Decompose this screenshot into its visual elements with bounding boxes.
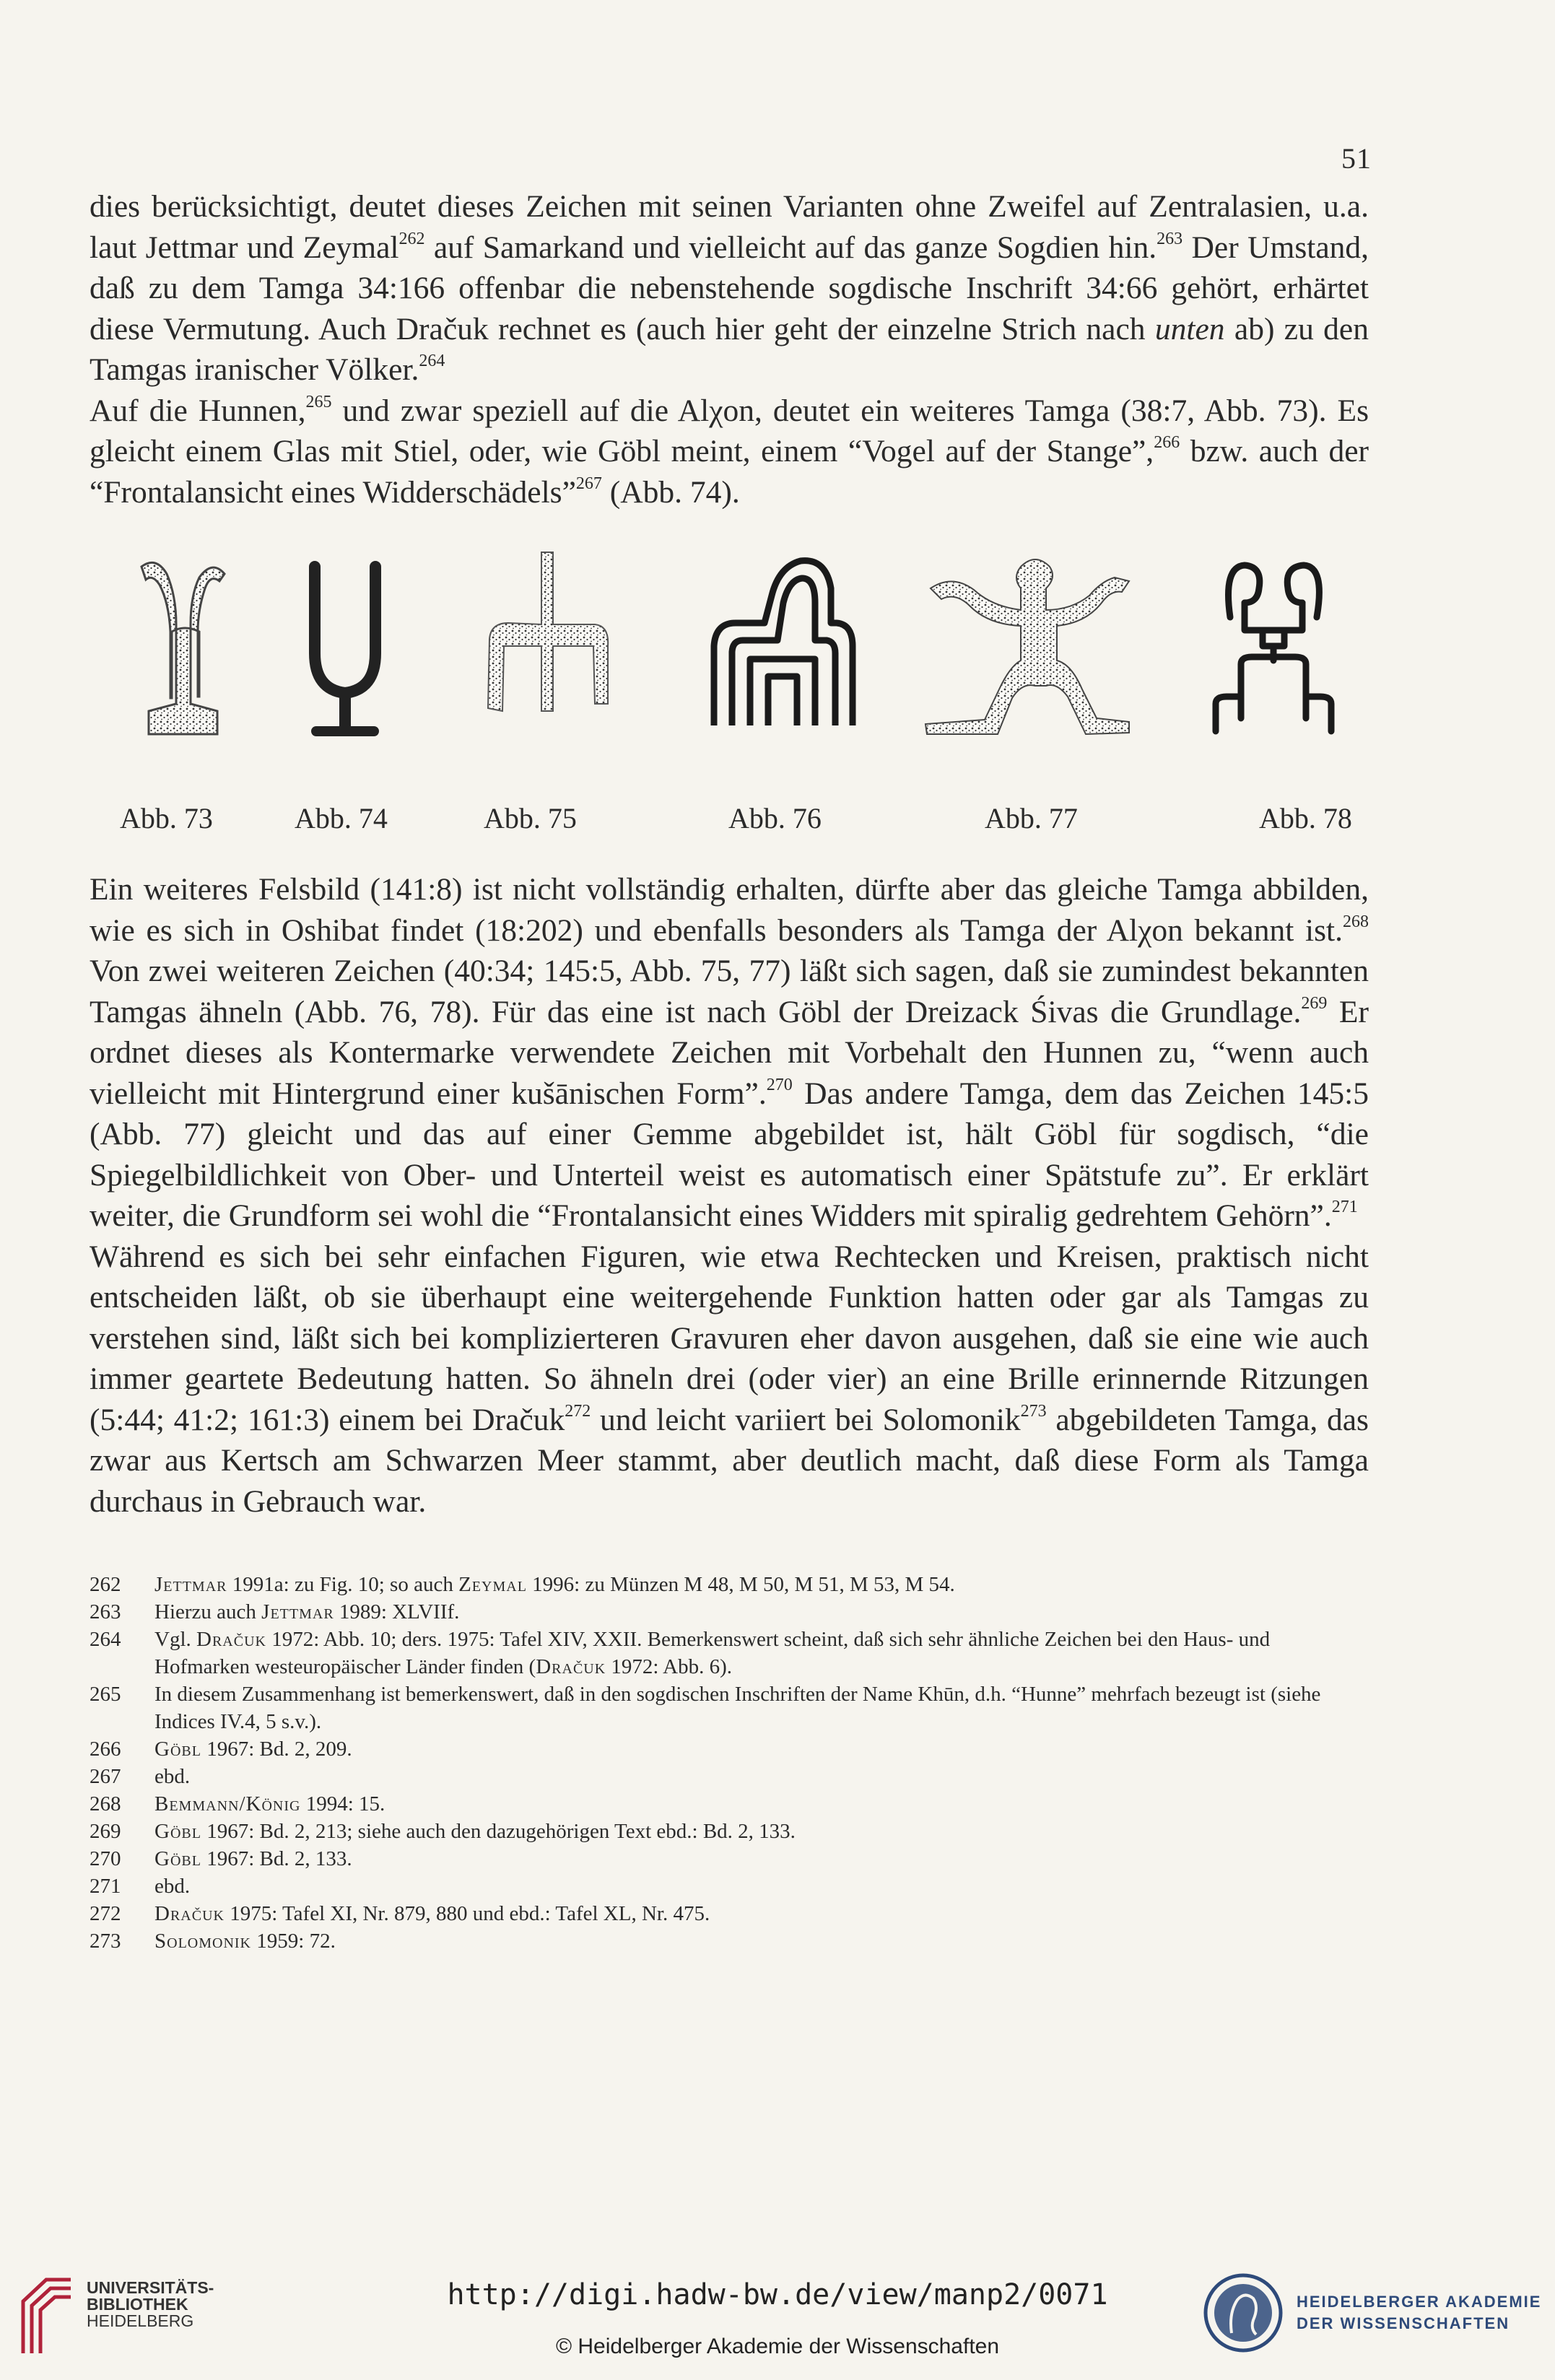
page-number: 51 [1341,142,1372,175]
footnote-number: 270 [90,1847,121,1870]
figure-caption: Abb. 76 [728,802,822,834]
footnote: 272 Dračuk 1975: Tafel XI, Nr. 879, 880 und ebd.: Tafel XL, Nr. 475. [90,1900,1369,1927]
footnote-number: 264 [90,1628,121,1651]
lower-text [90,869,1369,1522]
footnote-number: 272 [90,1902,121,1925]
footnote-ref[interactable]: 270 [766,1075,793,1094]
copyright-notice: © Heidelberger Akademie der Wissenschaften [555,2335,1000,2358]
footnote-ref[interactable]: 263 [1157,229,1183,248]
figure-75 [472,545,617,834]
footnote: 268 Bemmann/König 1994: 15. [90,1790,1369,1818]
figure-row [90,545,1369,834]
footnote-ref[interactable]: 265 [305,392,332,411]
figure-caption: Abb. 75 [484,802,577,834]
tamga-goblet-solid-icon [302,545,388,747]
footnote-ref[interactable]: 273 [1020,1401,1047,1421]
academy-name: HEIDELBERGER AKADEMIE DER WISSENSCHAFTEN [1297,2293,1542,2332]
figure-caption: Abb. 74 [295,802,388,834]
tamga-goblet-speckled-icon [127,545,235,747]
footnote: 273 Solomonik 1959: 72. [90,1927,1369,1955]
footnote: 262 Jettmar 1991a: zu Fig. 10; so auch Zeymal 1996: zu Münzen M 48, M 50, M 51, M 53, M 54. [90,1571,1369,1598]
footnote-number: 267 [90,1765,121,1788]
figure-caption: Abb. 78 [1259,802,1352,834]
footnote-ref[interactable]: 271 [1331,1198,1358,1216]
footnotes [90,1571,1369,1955]
footnote: 271 ebd. [90,1873,1369,1900]
tamga-figure-speckled-icon [912,545,1144,747]
figure-76 [700,545,866,834]
footnote-number: 266 [90,1738,121,1761]
footnote-ref[interactable]: 264 [419,352,445,370]
figure-74 [295,545,388,834]
figure-73 [120,545,235,834]
academy-seal-icon [1200,2270,1286,2356]
footnote: 266 Göbl 1967: Bd. 2, 209. [90,1735,1369,1763]
footnote-ref[interactable]: 272 [565,1401,591,1421]
footnote-ref[interactable]: 266 [1154,433,1180,452]
emphasis: unten [1154,311,1225,346]
footnote-ref[interactable]: 262 [398,229,425,248]
tamga-ram-outline-icon [1201,545,1346,747]
footnote-number: 273 [90,1930,121,1953]
footnote-number: 263 [90,1600,121,1623]
footnote: 269 Göbl 1967: Bd. 2, 213; siehe auch den dazugehörigen Text ebd.: Bd. 2, 133. [90,1818,1369,1845]
footer [0,2259,1555,2380]
footnote: 267 ebd. [90,1763,1369,1790]
footnote: 270 Göbl 1967: Bd. 2, 133. [90,1845,1369,1873]
tamga-trident-speckled-icon [472,545,617,747]
tamga-outline-loop-icon [700,545,866,747]
figure-caption: Abb. 73 [120,802,213,834]
footnote: 263 Hierzu auch Jettmar 1989: XLVIIf. [90,1598,1369,1626]
footnote-number: 268 [90,1792,121,1815]
footnote-ref[interactable]: 268 [1343,912,1369,931]
footnote: 265 In diesem Zusammenhang ist bemerkenswert, daß in den sogdischen Inschriften der Name Khūn, d.h. “Hunne” mehrfach bezeugt ist (siehe Indices IV.4, 5 s.v.). [90,1681,1369,1735]
footnote-number: 271 [90,1875,121,1898]
library-name: UNIVERSITÄTS- BIBLIOTHEK HEIDELBERG [87,2278,214,2330]
paragraph-4: Während es sich bei sehr einfachen Figuren, wie etwa Rechtecken und Kreisen, praktisch nicht entscheiden läßt, ob sie überhaupt eine weitergehende Funktion hatten oder gar als Tamgas zu verstehen sind, läßt sich bei komplizierteren Gravuren eher davon ausgehen, daß sie eine wie auch immer geartete Bedeutung hatten. So ähneln drei (oder vier) an eine Brille erinnernde Ritzungen (5:44; 41:2; 161:3) einem bei Dračuk$^{272}$ und leicht variiert bei Solomonik$^{273}$ abgebildeten Tamga, das zwar aus Kertsch am Schwarzen Meer stammt, aber deutlich macht, daß diese Form als Tamga durchaus in Gebrauch war. [90,1239,1369,1519]
document-url-link[interactable]: http://digi.hadw-bw.de/view/manp2/0071 [447,2278,1108,2311]
footnote-ref[interactable]: 267 [575,474,602,493]
footnote-number: 269 [90,1820,121,1843]
upper-text [90,186,1369,513]
footnote-number: 265 [90,1683,121,1706]
figure-77 [912,545,1144,834]
paragraph-3: Ein weiteres Felsbild (141:8) ist nicht vollständig erhalten, dürfte aber das gleiche Tamga abbilden, wie es sich in Oshibat findet (18:202) und ebenfalls besonders als Tamga der Alχon bekannt ist.$^{268}$ Von zwei weiteren Zeichen (40:34; 145:5, Abb. 75, 77) läßt sich sagen, daß sie zumindest bekannten Tamgas ähneln (Abb. 76, 78). Für das eine ist nach Göbl der Dreizack Śivas die Grundlage.$^{269}$ Er ordnet dieses als Kontermarke verwendete Zeichen mit Vorbehalt den Hunnen zu, “wenn auch vielleicht mit Hintergrund einer kušānischen Form”.$^{270}$ Das andere Tamga, dem das Zeichen 145:5 (Abb. 77) gleicht und das auf einer Gemme abgebildet ist, hält Göbl für sogdisch, “die Spiegelbildlichkeit von Ober- und Unterteil weist es automatisch einer Spätstufe zu”. Er erklärt weiter, die Grundform sei wohl die “Frontalansicht eines Widders mit spiralig gedrehtem Gehörn”.$^{271}$ [90,872,1369,1233]
paragraph-1: dies berücksichtigt, deutet dieses Zeichen mit seinen Varianten ohne Zweifel auf Zentralasien, u.a. laut Jettmar und Zeymal$^{262}$ auf Samarkand und vielleicht auf das ganze Sogdien hin.$^{263}$ Der Umstand, daß zu dem Tamga 34:166 offenbar die nebenstehende sogdische Inschrift 34:66 gehört, erhärtet diese Vermutung. Auch Dračuk rechnet es (auch hier geht der einzelne Strich nach unten ab) zu den Tamgas iranischer Völker.$^{264}$ [90,189,1369,387]
paragraph-2: Auf die Hunnen,$^{265}$ und zwar speziell auf die Alχon, deutet ein weiteres Tamga (38:7, Abb. 73). Es gleicht einem Glas mit Stiel, oder, wie Göbl meint, einem “Vogel auf der Stange”,$^{266}$ bzw. auch der “Frontalansicht eines Widderschädels”$^{267}$ (Abb. 74). [90,392,1369,510]
footnote-number: 262 [90,1573,121,1596]
footnote: 264 Vgl. Dračuk 1972: Abb. 10; ders. 1975: Tafel XIV, XXII. Bemerkenswert scheint, daß sich sehr ähnliche Zeichen bei den Haus- und Hofmarken westeuropäischer Länder finden (Dračuk 1972: Abb. 6). [90,1626,1369,1681]
figure-caption: Abb. 77 [985,802,1078,834]
footnote-ref[interactable]: 269 [1301,993,1328,1013]
figure-78 [1201,545,1352,834]
